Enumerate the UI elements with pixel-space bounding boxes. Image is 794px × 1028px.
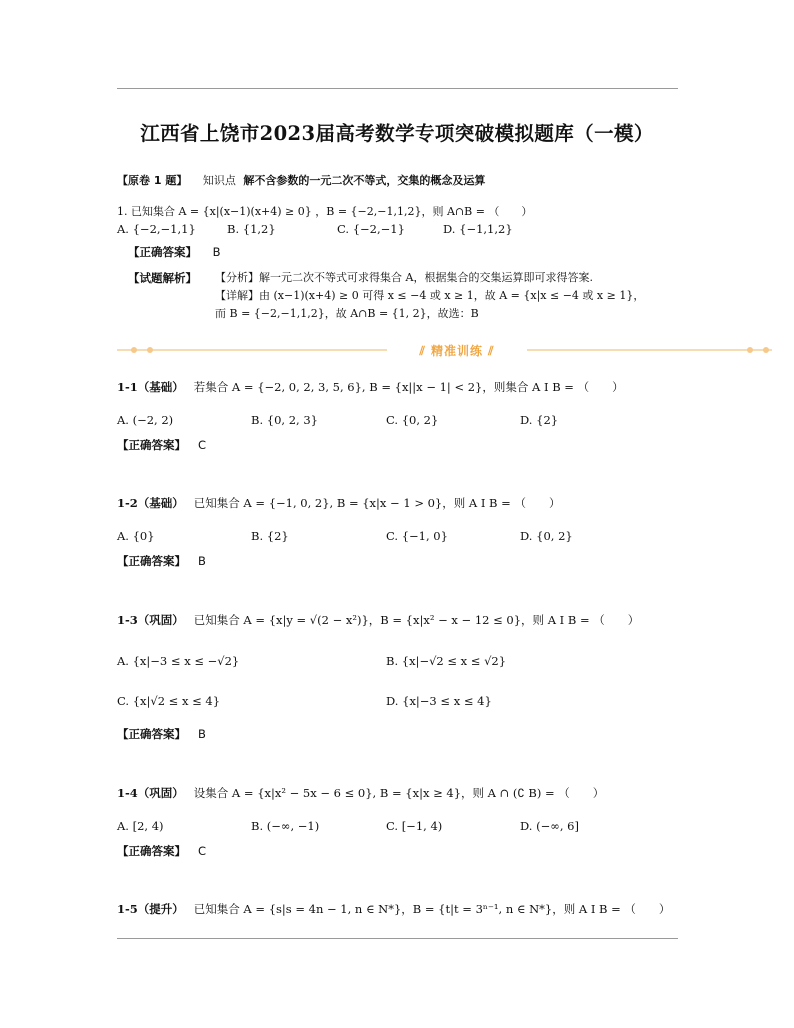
q1-2-option-a: A. {0} <box>117 529 155 543</box>
divider-line-left <box>117 349 387 351</box>
section-divider <box>117 340 772 360</box>
slash-icon-right: ⫽ <box>483 344 495 358</box>
knowledge-text: 解不含参数的一元二次不等式，交集的概念及运算 <box>243 174 486 187</box>
original-answer: B <box>212 245 221 259</box>
q1-4-option-c: C. [−1, 4) <box>386 819 443 833</box>
q1-1-option-c: C. {0, 2} <box>386 413 439 427</box>
q1-1-answer-row: 【正确答案】 C <box>117 438 207 452</box>
q1-1-option-d: D. {2} <box>520 413 559 427</box>
q1-2-answer-row: 【正确答案】 B <box>117 554 206 568</box>
q1-4-answer-row: 【正确答案】 C <box>117 844 207 858</box>
section-title: ⫽ 精准训练 ⫽ <box>419 344 495 358</box>
q1-3-answer-row: 【正确答案】 B <box>117 727 206 741</box>
q1-1-option-b: B. {0, 2, 3} <box>251 413 318 427</box>
question-1-1 <box>117 379 624 395</box>
analysis-label: 【试题解析】 <box>128 271 197 285</box>
q1-4-option-b: B. (−∞, −1) <box>251 819 320 833</box>
bottom-rule <box>117 938 678 939</box>
slash-icon-left: ⫽ <box>419 344 431 358</box>
analysis-line-3: 而 B = {−2,−1,1,2}，故 A∩B = {1, 2}，故选：B <box>215 307 479 320</box>
divider-dot-right <box>747 347 753 353</box>
q1-2-option-c: C. {−1, 0} <box>386 529 448 543</box>
question-1-3: 1-3（巩固） 已知集合 A = {x|y = √(2 − x²)}，B = {x|x² − x − 12 ≤ 0}，则 A I B = （ ） <box>117 613 640 627</box>
divider-dot-left-2 <box>147 347 153 353</box>
original-option-b: B. {1,2} <box>227 222 276 236</box>
original-question: 1. 已知集合 A = {x|(x−1)(x+4) ≥ 0} ，B = {−2,−1,1,2}，则 A∩B = （ ） <box>117 205 533 218</box>
q1-2-option-b: B. {2} <box>251 529 289 543</box>
original-answer-row <box>128 244 221 260</box>
q1-4-option-a: A. [2, 4) <box>117 819 164 833</box>
q1-2-answer: B <box>198 554 206 568</box>
q1-4-option-d: D. (−∞, 6] <box>520 819 579 833</box>
analysis-line-2: 【详解】由 (x−1)(x+4) ≥ 0 可得 x ≤ −4 或 x ≥ 1，故 A = {x|x ≤ −4 或 x ≥ 1}， <box>215 289 645 302</box>
question-1-5: 1-5（提升） 已知集合 A = {s|s = 4n − 1, n ∈ N*}，B = {t|t = 3ⁿ⁻¹, n ∈ N*}，则 A I B = （ ） <box>117 902 671 916</box>
question-stem: 若集合 A = {−2, 0, 2, 3, 5, 6}, B = {x||x − 1| < 2}，则集合 A I B = （ ） <box>193 380 624 394</box>
original-header <box>117 173 485 189</box>
original-option-a: A. {−2,−1,1} <box>117 222 196 236</box>
q1-1-option-a: A. (−2, 2) <box>117 413 174 427</box>
divider-dot-right-2 <box>763 347 769 353</box>
divider-line-right <box>527 349 772 351</box>
question-number: 1-1 <box>117 380 138 394</box>
knowledge-label: 知识点 <box>202 174 236 187</box>
original-tag: 【原卷 1 题】 <box>117 174 188 187</box>
question-tag: （基础） <box>137 380 184 394</box>
divider-dot-left <box>131 347 137 353</box>
q1-2-option-d: D. {0, 2} <box>520 529 573 543</box>
q1-3-answer: B <box>198 727 206 741</box>
top-rule <box>117 88 678 89</box>
q1-4-answer: C <box>198 844 207 858</box>
q1-3-option-a: A. {x|−3 ≤ x ≤ −√2} <box>117 654 240 668</box>
question-1-2: 1-2（基础） 已知集合 A = {−1, 0, 2}, B = {x|x − 1 > 0}，则 A I B = （ ） <box>117 496 561 510</box>
question-1-4: 1-4（巩固） 设集合 A = {x|x² − 5x − 6 ≤ 0}, B = {x|x ≥ 4}，则 A ∩ (∁ B) = （ ） <box>117 786 605 800</box>
q1-3-option-d: D. {x|−3 ≤ x ≤ 4} <box>386 694 492 708</box>
q1-3-option-b: B. {x|−√2 ≤ x ≤ √2} <box>386 654 507 668</box>
page-title: 江西省上饶市2023届高考数学专项突破模拟题库（一模） <box>140 122 654 145</box>
analysis-line-1: 【分析】解一元二次不等式可求得集合 A，根据集合的交集运算即可求得答案. <box>215 271 593 284</box>
original-answer-label: 【正确答案】 <box>128 245 197 259</box>
original-option-c: C. {−2,−1} <box>337 222 405 236</box>
q1-1-answer: C <box>198 438 207 452</box>
original-option-d: D. {−1,1,2} <box>443 222 513 236</box>
q1-3-option-c: C. {x|√2 ≤ x ≤ 4} <box>117 694 221 708</box>
